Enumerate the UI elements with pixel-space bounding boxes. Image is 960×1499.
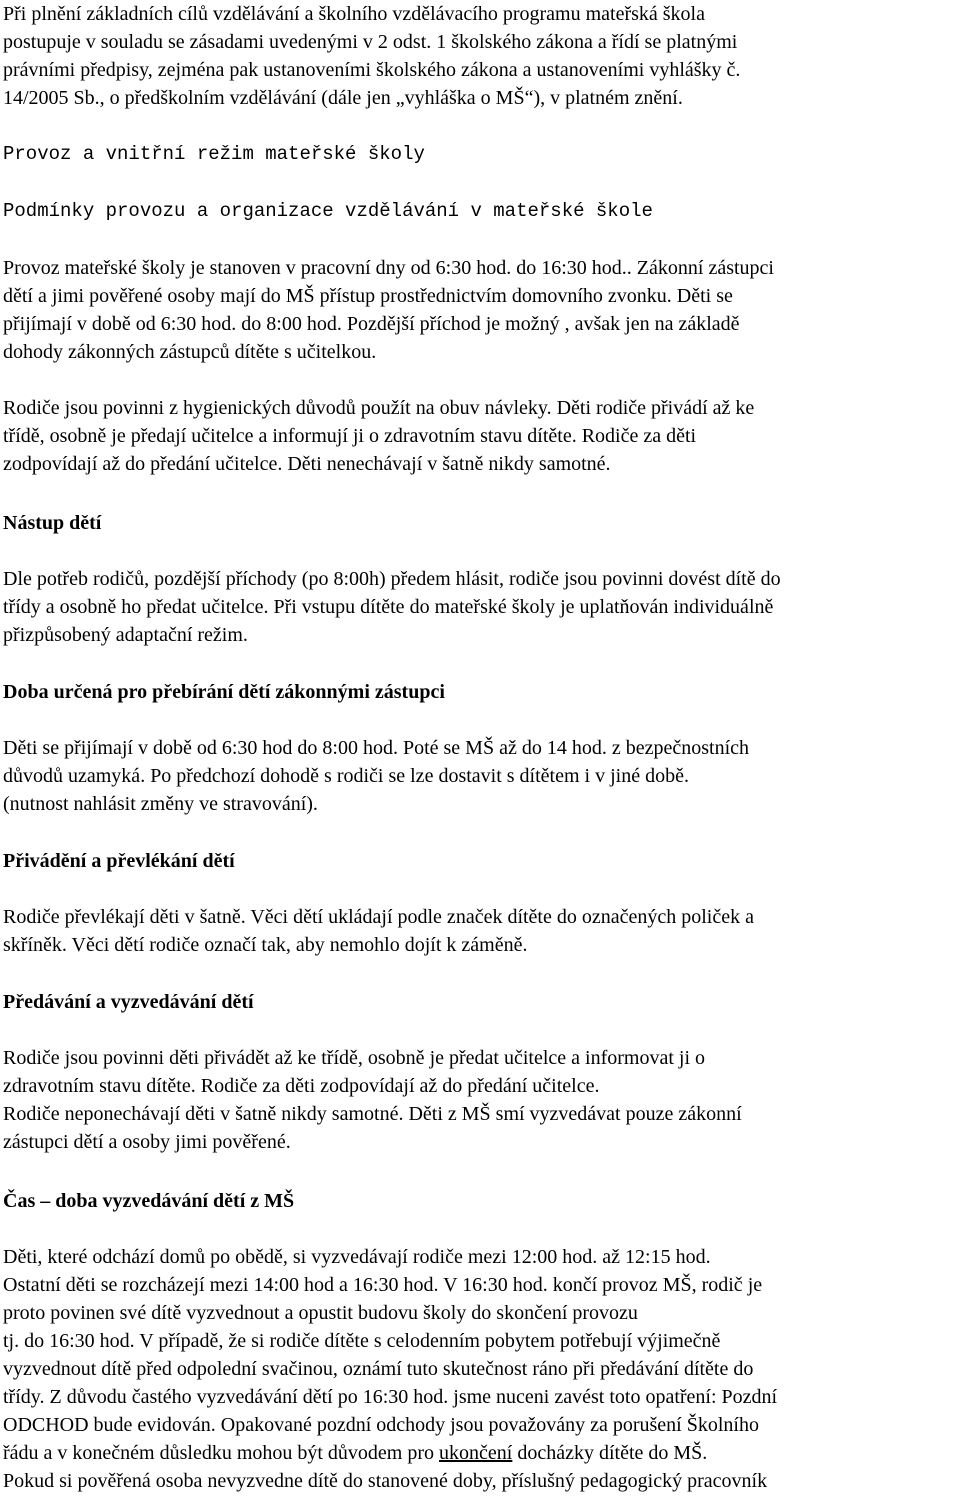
paragraph-line: třídy a osobně ho předat učitelce. Při vstupu dítěte do mateřské školy je uplatňován individuálně [3, 596, 774, 618]
section-heading-predavani: Předávání a vyzvedávání dětí [3, 991, 254, 1013]
section-heading-doba: Doba určená pro přebírání dětí zákonnými zástupci [3, 681, 445, 703]
paragraph-line: skříněk. Věci dětí rodiče označí tak, aby nemohlo dojít k záměně. [3, 934, 528, 956]
paragraph-line: Provoz mateřské školy je stanoven v pracovní dny od 6:30 hod. do 16:30 hod.. Zákonní zástupci [3, 257, 774, 279]
paragraph-line: třídě, osobně je předají učitelce a informují ji o zdravotním stavu dítěte. Rodiče za děti [3, 425, 697, 447]
paragraph-line: vyzvednout dítě před odpolední svačinou, oznámí tuto skutečnost ráno při předávání dítěte do [3, 1358, 754, 1380]
paragraph-line: tj. do 16:30 hod. V případě, že si rodiče dítěte s celodenním pobytem potřebují výjimečně [3, 1330, 721, 1352]
paragraph-line: (nutnost nahlásit změny ve stravování). [3, 793, 318, 815]
paragraph-line: Rodiče neponechávají děti v šatně nikdy samotné. Děti z MŠ smí vyzvedávat pouze zákonní [3, 1103, 742, 1125]
paragraph-line: Děti, které odchází domů po obědě, si vyzvedávají rodiče mezi 12:00 hod. až 12:15 hod. [3, 1246, 711, 1268]
paragraph-line: třídy. Z důvodu častého vyzvedávání dětí po 16:30 hod. jsme nuceni zavést toto opatření: Pozdní [3, 1386, 778, 1408]
paragraph-line: důvodů uzamyká. Po předchozí dohodě s rodiči se lze dostavit s dítětem i v jiné době. [3, 765, 689, 787]
paragraph-line: zástupci dětí a osoby jimi pověřené. [3, 1131, 291, 1153]
paragraph-line: dohody zákonných zástupců dítěte s učitelkou. [3, 341, 377, 363]
paragraph-line: proto povinen své dítě vyzvednout a opustit budovu školy do skončení provozu [3, 1302, 638, 1324]
intro-line: Při plnění základních cílů vzdělávání a školního vzdělávacího programu mateřská škola [3, 3, 705, 25]
paragraph-line: přizpůsobený adaptační režim. [3, 624, 248, 646]
paragraph-line: Pokud si pověřená osoba nevyzvedne dítě do stanovené doby, příslušný pedagogický pracovník [3, 1470, 768, 1492]
section-heading-privadeni: Přivádění a převlékání dětí [3, 850, 235, 872]
paragraph-line: Rodiče jsou povinni z hygienických důvodů použít na obuv návleky. Děti rodiče přivádí až ke [3, 397, 755, 419]
paragraph-line: Děti se přijímají v době od 6:30 hod do 8:00 hod. Poté se MŠ až do 14 hod. z bezpečnostních [3, 737, 749, 759]
paragraph-line: dětí a jimi pověřené osoby mají do MŠ přístup prostřednictvím domovního zvonku. Děti se [3, 285, 733, 307]
intro-line: právními předpisy, zejména pak ustanoveními školského zákona a ustanoveními vyhlášky č. [3, 59, 741, 81]
section-heading-cas: Čas – doba vyzvedávání dětí z MŠ [3, 1190, 295, 1212]
paragraph-line: Rodiče jsou povinni děti přivádět až ke třídě, osobně je předat učitelce a informovat ji o [3, 1047, 706, 1069]
text-fragment: řádu a v konečném důsledku mohou být důvodem pro [3, 1442, 440, 1464]
section-title: Provoz a vnitřní režim mateřské školy [3, 143, 425, 165]
intro-line: 14/2005 Sb., o předškolním vzdělávání (dále jen „vyhláška o MŠ“), v platném znění. [3, 87, 683, 109]
paragraph-line [3, 1439, 707, 1467]
paragraph-line: přijímají v době od 6:30 hod. do 8:00 hod. Pozdější příchod je možný , avšak jen na základě [3, 313, 740, 335]
paragraph-line: ODCHOD bude evidován. Opakované pozdní odchody jsou považovány za porušení Školního [3, 1414, 759, 1436]
section-heading-nastup: Nástup dětí [3, 512, 102, 534]
text-fragment: docházky dítěte do MŠ. [512, 1442, 708, 1464]
underlined-word: ukončení [439, 1442, 513, 1464]
intro-line: postupuje v souladu se zásadami uvedenými v 2 odst. 1 školského zákona a řídí se platnými [3, 31, 738, 53]
section-subtitle: Podmínky provozu a organizace vzdělávání v mateřské škole [3, 200, 653, 222]
paragraph-line: Dle potřeb rodičů, pozdější příchody (po 8:00h) předem hlásit, rodiče jsou povinni dovést dítě do [3, 568, 781, 590]
paragraph-line: Ostatní děti se rozcházejí mezi 14:00 hod a 16:30 hod. V 16:30 hod. končí provoz MŠ, rodič je [3, 1274, 763, 1296]
paragraph-line: Rodiče převlékají děti v šatně. Věci dětí ukládají podle značek dítěte do označených poliček a [3, 906, 754, 928]
paragraph-line: zdravotním stavu dítěte. Rodiče za děti zodpovídají až do předání učitelce. [3, 1075, 600, 1097]
paragraph-line: zodpovídají až do předání učitelce. Děti nenechávají v šatně nikdy samotné. [3, 453, 611, 475]
